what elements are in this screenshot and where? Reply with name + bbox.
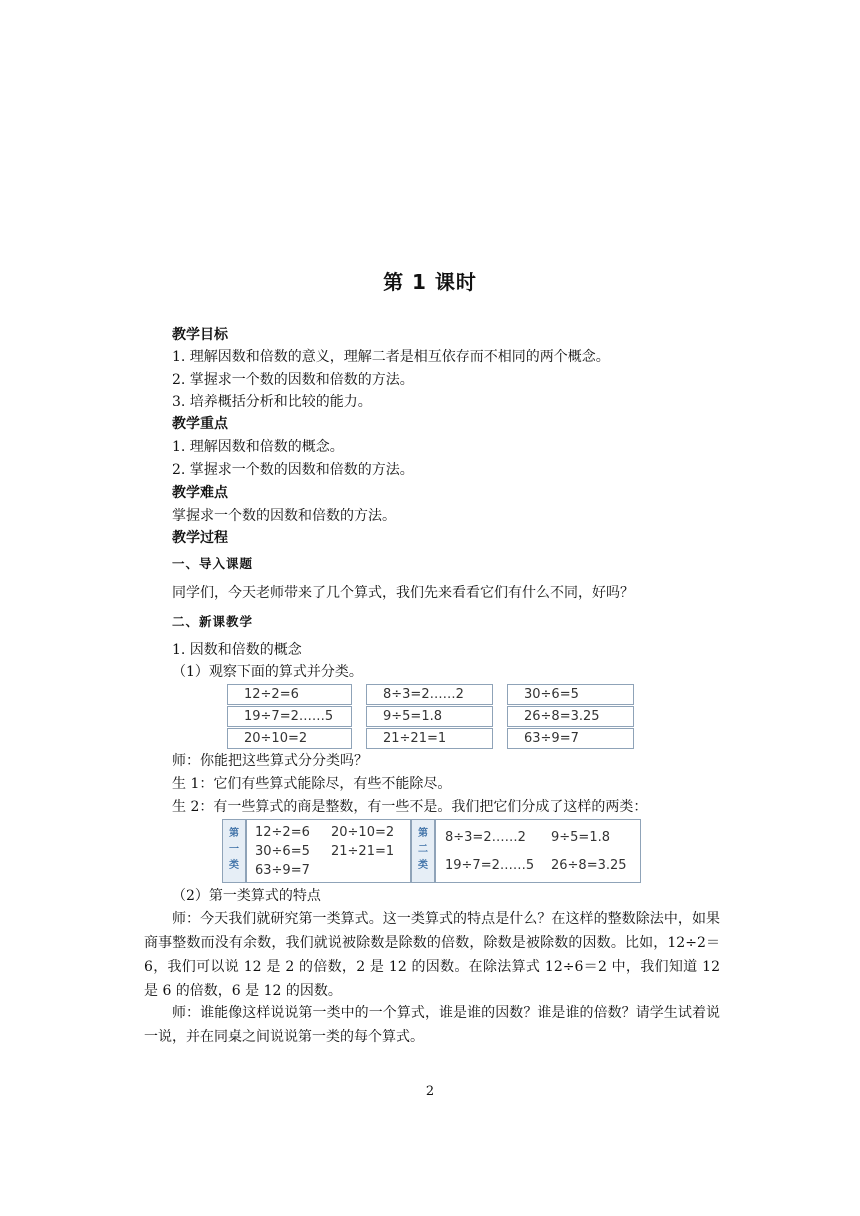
expression-box: 8÷3=2……2 bbox=[366, 684, 493, 705]
label-char: 第 bbox=[229, 828, 239, 839]
dialogue-line: 生 1：它们有些算式能除尽，有些不能除尽。 bbox=[172, 776, 452, 792]
section1-text: 同学们，今天老师带来了几个算式，我们先来看看它们有什么不同，好吗？ bbox=[172, 585, 634, 601]
label-char: 类 bbox=[229, 860, 239, 871]
step2-text: （2）第一类算式的特点 bbox=[172, 888, 321, 904]
label-char: 类 bbox=[418, 860, 428, 871]
paragraph: 师：谁能像这样说说第一类中的一个算式，谁是谁的因数？谁是谁的倍数？请学生试着说一说，并在同桌之间说说第一类的每个算式。 bbox=[144, 1005, 720, 1045]
second-class-label bbox=[412, 820, 434, 882]
difficulty-heading: 教学难点 bbox=[172, 485, 228, 501]
key-point-item: 1. 理解因数和倍数的概念。 bbox=[172, 439, 344, 455]
first-class-expression: 63÷9=7 bbox=[255, 863, 310, 878]
classification-table bbox=[222, 819, 641, 883]
first-class-expression: 21÷21=1 bbox=[331, 844, 395, 859]
expression-box: 20÷10=2 bbox=[227, 728, 352, 749]
step1-text: （1）观察下面的算式并分类。 bbox=[172, 664, 363, 680]
objective-item: 1. 理解因数和倍数的意义，理解二者是相互依存而不相同的两个概念。 bbox=[172, 349, 610, 365]
expression-box: 19÷7=2……5 bbox=[227, 706, 352, 727]
label-char: 二 bbox=[418, 844, 428, 855]
label-char: 一 bbox=[229, 844, 239, 855]
dialogue-line: 生 2：有一些算式的商是整数，有一些不是。我们把它们分成了这样的两类： bbox=[172, 799, 648, 815]
difficulty-text: 掌握求一个数的因数和倍数的方法。 bbox=[172, 508, 396, 524]
dialogue-line: 师：你能把这些算式分分类吗？ bbox=[172, 753, 368, 769]
section1-heading: 一、导入课题 bbox=[172, 556, 254, 571]
expression-box: 9÷5=1.8 bbox=[366, 706, 493, 727]
objectives-heading: 教学目标 bbox=[172, 327, 228, 343]
subsection-title: 1. 因数和倍数的概念 bbox=[172, 642, 302, 658]
second-class-expression: 9÷5=1.8 bbox=[551, 830, 611, 845]
divider bbox=[434, 820, 436, 882]
second-class-expression: 19÷7=2……5 bbox=[445, 858, 535, 873]
process-heading: 教学过程 bbox=[172, 530, 228, 546]
second-class-expression: 8÷3=2……2 bbox=[445, 830, 526, 845]
page-title: 第 1 课时 bbox=[383, 270, 477, 294]
divider bbox=[245, 820, 247, 882]
key-point-item: 2. 掌握求一个数的因数和倍数的方法。 bbox=[172, 462, 414, 478]
expression-box: 30÷6=5 bbox=[507, 684, 634, 705]
objective-item: 2. 掌握求一个数的因数和倍数的方法。 bbox=[172, 372, 414, 388]
second-class-expression: 26÷8=3.25 bbox=[551, 858, 627, 873]
first-class-expression: 12÷2=6 bbox=[255, 825, 310, 840]
paragraph: 师：今天我们就研究第一类算式。这一类算式的特点是什么？在这样的整数除法中，如果商事整数而没有余数，我们就说被除数是除数的倍数，除数是被除数的因数。比如，12÷2＝6，我们可以说 12 是 2 的倍数，2 是 12 的因数。在除法算式 12÷6＝2 中，我们知道 12 是 6 的倍数，6 是 12 的因数。 bbox=[144, 911, 720, 999]
first-class-expression: 20÷10=2 bbox=[331, 825, 395, 840]
objective-item: 3. 培养概括分析和比较的能力。 bbox=[172, 394, 372, 410]
first-class-label bbox=[223, 820, 245, 882]
label-char: 第 bbox=[418, 828, 428, 839]
section2-heading: 二、新课教学 bbox=[172, 614, 254, 629]
first-class-expression: 30÷6=5 bbox=[255, 844, 310, 859]
expression-box: 12÷2=6 bbox=[227, 684, 352, 705]
expression-box: 21÷21=1 bbox=[366, 728, 493, 749]
expression-box: 63÷9=7 bbox=[507, 728, 634, 749]
expression-box: 26÷8=3.25 bbox=[507, 706, 634, 727]
page-number: 2 bbox=[425, 1084, 435, 1099]
key-points-heading: 教学重点 bbox=[172, 416, 228, 432]
